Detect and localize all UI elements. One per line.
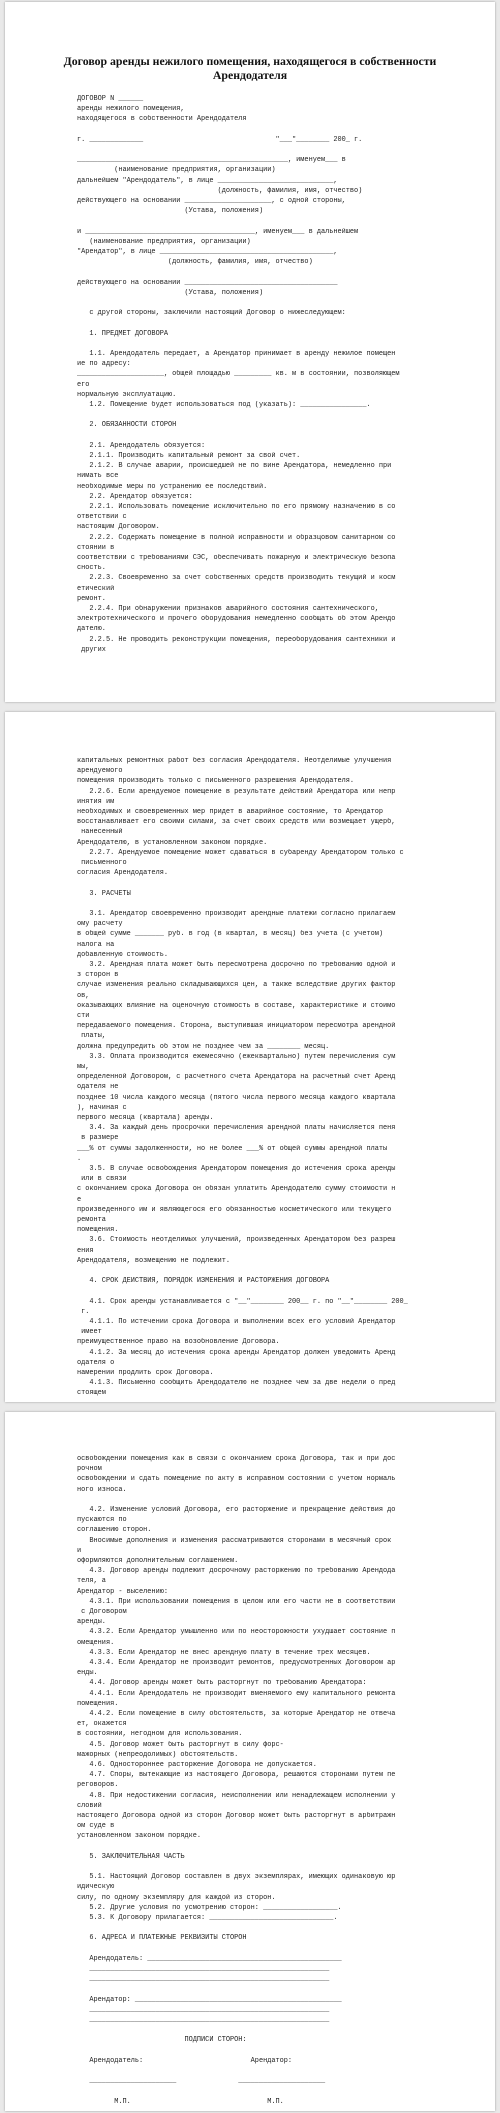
document-line: ремонта <box>77 1216 106 1224</box>
document-line: ет, окажется <box>77 1720 127 1729</box>
document-line: 2.2.1. Использовать помещение исключительно по его прямому назначению в со <box>77 503 396 511</box>
document-title: Договор аренды нежилого помещения, находящегося в собственности Арендодателя <box>63 54 437 82</box>
document-line: 2.1. Арендодатель обязуется: <box>77 441 206 450</box>
document-line: 2.2.6. Если арендуемое помещение в результате действий Арендатора или непр <box>77 787 396 796</box>
document-line: . <box>77 1154 82 1163</box>
document-line: освобождении и сдать помещение по акту в исправном состоянии с учетом нормаль <box>77 1475 396 1484</box>
document-line: 5.1. Настоящий Договор составлен в двух экземплярах, имеющих одинаковую юр <box>77 1873 396 1882</box>
document-line: __________________________________________________________ <box>77 2005 330 2014</box>
document-line: _____________________ _____________________ <box>77 2077 326 2086</box>
document-line: ов, <box>77 991 90 1000</box>
document-line: необходимые меры по устранению ее последствий. <box>77 482 268 491</box>
document-line: произведенного им и являющегося его обязанностью косметического или текущего <box>77 1205 392 1214</box>
document-line: 3.2. Арендная плата может быть пересмотрена досрочно по требованию одной и <box>77 961 396 969</box>
document-line: преимущественное право на возобновление Договора. <box>77 1338 280 1347</box>
document-line: должна предупредить об этом не позднее чем за ________ месяц. <box>77 1042 330 1051</box>
document-line: позднее 10 числа каждого месяца (пятого числа первого месяца каждого квартала <box>77 1093 396 1102</box>
page-3-text <box>5 1412 495 2111</box>
document-line: ___% от суммы задолженности, но не более ___% от общей суммы арендной платы <box>77 1144 388 1153</box>
document-line: (должность, фамилия, имя, отчество) <box>77 186 363 195</box>
document-line: помещения производить только с письменного разрешения Арендодателя. <box>77 777 355 786</box>
page-2-text <box>5 712 495 1402</box>
document-line: находящегося в собственности Арендодателя <box>77 115 247 124</box>
document-line: 2.1.1. Производить капитальный ремонт за свой счет. <box>77 452 301 460</box>
document-line: его <box>77 380 90 389</box>
document-line: 4.1.3. Письменно сообщить Арендодателю не позднее чем за две недели о пред <box>77 1379 396 1388</box>
document-line: дальнейшем "Арендодатель", в лице ____________________________, <box>77 176 338 185</box>
document-line: 3.5. В случае освобождения Арендатором помещения до истечения срока аренды <box>77 1165 396 1173</box>
document-line: 4.8. При недостижении согласия, неисполнении или ненадлежащем исполнении у <box>77 1791 396 1800</box>
document-line: _____________________, общей площадью _________ кв. м в состоянии, позволяющем <box>77 370 400 379</box>
document-line: теля, а <box>77 1577 106 1586</box>
document-line: капитальных ремонтных работ без согласия Арендодателя. Неотделимые улучшения <box>77 757 392 765</box>
document-line: (Устава, положения) <box>77 207 264 216</box>
document-line: 3.6. Стоимость неотделимых улучшений, произведенных Арендатором без разреш <box>77 1236 396 1245</box>
document-line: сти <box>77 1012 90 1020</box>
document-line: других <box>77 645 106 654</box>
document-line: 2.2.3. Своевременно за счет собственных средств производить текущий и косм <box>77 574 396 583</box>
document-line: Арендатор: __________________________________________________ <box>77 1995 342 2004</box>
document-line: электротехнического и прочего оборудования немедленно сообщать об этом Арендо <box>77 615 396 624</box>
document-line: налога на <box>77 940 115 949</box>
document-line: инятия им <box>77 797 115 806</box>
document-line: одателя о <box>77 1358 115 1367</box>
document-line: 5. ЗАКЛЮЧИТЕЛЬНАЯ ЧАСТЬ <box>77 1852 185 1861</box>
document-line: 2.2.7. Арендуемое помещение может сдаваться в субаренду Арендатором только с <box>77 848 404 857</box>
document-line: (должность, фамилия, имя, отчество) <box>77 258 313 267</box>
document-line: нанесенный <box>77 828 123 837</box>
document-line: действующего на основании _____________________________________ <box>77 278 338 287</box>
document-line: 4.3.4. Если Арендатор не производит ремонтов, предусмотренных Договором ар <box>77 1659 396 1667</box>
document-line: идическую <box>77 1883 115 1892</box>
document-line: __________________________________________________________ <box>77 1965 330 1973</box>
document-line: и <box>77 1546 82 1555</box>
document-line: добавленную стоимость. <box>77 950 168 959</box>
document-line: мы, <box>77 1063 90 1071</box>
document-line: намерении продлить срок Договора. <box>77 1369 214 1377</box>
document-line: 4.2. Изменение условий Договора, его расторжение и прекращение действия до <box>77 1506 396 1514</box>
document-line: арендуемого <box>77 767 123 776</box>
document-line: с окончанием срока Договора он обязан уплатить Арендодателю сумму стоимости н <box>77 1185 396 1194</box>
document-line: настоящим Договором. <box>77 523 160 532</box>
document-page-1 <box>5 2 495 702</box>
document-line: з сторон в <box>77 971 119 980</box>
document-line: 2.2. Арендатор обязуется: <box>77 492 193 501</box>
document-line: 1.1. Арендодатель передает, а Арендатор принимает в аренду нежилое помещен <box>77 350 396 358</box>
document-line: __________________________________________________________ <box>77 2016 330 2024</box>
document-line: 4. СРОК ДЕЙСТВИЯ, ПОРЯДОК ИЗМЕНЕНИЯ И РАСТОРЖЕНИЯ ДОГОВОРА <box>77 1277 330 1286</box>
document-line: 2.2.5. Не проводить реконструкции помещения, переоборудования сантехники и <box>77 635 396 644</box>
document-line: или в связи <box>77 1175 127 1184</box>
document-line: платы, <box>77 1032 106 1041</box>
document-line: 3.3. Оплата производится ежемесячно (ежеквартально) путем перечисления сум <box>77 1052 396 1061</box>
document-line: действующего на основании _____________________, с одной стороны, <box>77 197 346 205</box>
document-line: первого месяца (квартала) аренды. <box>77 1114 214 1122</box>
document-line: имеет <box>77 1328 102 1337</box>
document-line: ДОГОВОР N ______ <box>77 95 144 103</box>
document-line: 4.6. Одностороннее расторжение Договора не допускается. <box>77 1761 317 1769</box>
document-line: 5.3. К Договору прилагается: ______________________________. <box>77 1914 338 1922</box>
document-line: ом суде в <box>77 1822 115 1831</box>
document-line: реговоров. <box>77 1781 119 1790</box>
document-line: ие по адресу: <box>77 360 131 369</box>
document-line: ного износа. <box>77 1485 127 1494</box>
document-line: с Договором <box>77 1608 127 1616</box>
document-line: в состоянии, негодном для использования. <box>77 1730 243 1739</box>
document-line: 4.1. Срок аренды устанавливается с "__"________ 200__ г. по "__"________ 200_ <box>77 1297 408 1306</box>
document-line: 3.1. Арендатор своевременно производит арендные платежи согласно прилагаем <box>77 910 396 918</box>
document-line: (Устава, положения) <box>77 288 264 297</box>
document-line: нимать все <box>77 472 119 481</box>
document-line: словий <box>77 1801 102 1810</box>
document-line: нормальную эксплуатацию. <box>77 390 177 399</box>
document-line: и _________________________________________, именуем___ в дальнейшем <box>77 227 359 236</box>
document-line: ому расчету <box>77 920 123 929</box>
document-line: оказывающих влияние на оценочную стоимость в составе, характеристике и стоимо <box>77 1001 396 1010</box>
document-line: 5.2. Другие условия по усмотрению сторон: __________________. <box>77 1903 342 1912</box>
document-line: стоящем <box>77 1389 106 1398</box>
document-line: в размере <box>77 1134 119 1143</box>
document-line: ответствии с <box>77 513 127 522</box>
document-line: 3. РАСЧЕТЫ <box>77 889 131 898</box>
document-line: 4.3.1. При использовании помещения в целом или его части не в соответствии <box>77 1597 396 1606</box>
document-line: е <box>77 1195 82 1204</box>
document-page-3 <box>5 1412 495 2111</box>
document-line: Арендодатель: _______________________________________________ <box>77 1954 342 1963</box>
document-line: Арендодателя, возмещению не подлежит. <box>77 1256 230 1265</box>
document-line: письменного <box>77 859 127 867</box>
document-line: 4.4.2. Если помещение в силу обстоятельств, за которые Арендатор не отвеча <box>77 1710 396 1718</box>
document-line: 4.1.2. За месяц до истечения срока аренды Арендатор должен уведомить Аренд <box>77 1348 396 1357</box>
document-line: (наименование предприятия, организации) <box>77 237 251 246</box>
document-line: Арендодателю, в установленном законом порядке. <box>77 838 268 847</box>
document-line: г. <box>77 1307 90 1316</box>
document-line: с другой стороны, заключили настоящий Договор о нижеследующем: <box>77 309 346 318</box>
document-line: силу, по одному экземпляру для каждой из сторон. <box>77 1893 276 1902</box>
document-line: омещения. <box>77 1638 115 1647</box>
document-line: Вносимые дополнения и изменения рассматриваются сторонами в месячный срок <box>77 1536 392 1545</box>
document-line: мажорных (непреодолимых) обстоятельств. <box>77 1750 239 1759</box>
document-line: __________________________________________________________ <box>77 1975 330 1984</box>
document-line: ПОДПИСИ СТОРОН: <box>77 2036 247 2045</box>
document-line: етический <box>77 584 115 593</box>
document-line: пускаются по <box>77 1516 127 1525</box>
document-line: 2.2.2. Содержать помещение в полной исправности и образцовом санитарном со <box>77 533 396 542</box>
document-line: Арендодатель: Арендатор: <box>77 2056 293 2065</box>
document-line: восстанавливает его своими силами, за счет своих средств или возмещает ущерб, <box>77 818 396 827</box>
document-page-2 <box>5 712 495 1402</box>
document-line: соответствии с требованиями СЭС, обеспечивать пожарную и электрическую безопа <box>77 554 396 562</box>
document-line: согласия Арендодателя. <box>77 869 168 878</box>
document-line: 3.4. За каждый день просрочки перечисления арендной платы начисляется пеня <box>77 1124 396 1133</box>
document-line: установленном законом порядке. <box>77 1832 202 1841</box>
document-line: 4.7. Споры, вытекающие из настоящего Договора, решаются сторонами путем пе <box>77 1771 396 1780</box>
document-line: сность. <box>77 564 106 573</box>
document-line: оформляются дополнительным соглашением. <box>77 1557 239 1565</box>
document-line: 2.1.2. В случае аварии, происшедшей не по вине Арендатора, немедленно при <box>77 462 392 471</box>
document-line: соглашению сторон. <box>77 1526 152 1535</box>
document-line: 4.3. Договор аренды подлежит досрочному расторжению по требованию Арендода <box>77 1567 396 1576</box>
document-line: случае изменения реально складывающихся цен, а также вследствие других фактор <box>77 981 396 990</box>
document-line: настоящего Договора одной из сторон Договор может быть расторгнут в арбитражн <box>77 1812 396 1820</box>
document-line: необходимых и своевременных мер придет в аварийное состояние, то Арендатор <box>77 808 383 816</box>
document-line: 4.3.3. Если Арендатор не внес арендную плату в течение трех месяцев. <box>77 1648 371 1657</box>
document-line: аренды. <box>77 1618 106 1627</box>
document-line: освобождении помещения как в связи с окончанием срока Договора, так и при дос <box>77 1455 396 1463</box>
document-line: в общей сумме _______ руб. в год (в квартал, в месяц) без учета (с учетом) <box>77 930 383 939</box>
document-line: ), начиная с <box>77 1103 127 1112</box>
document-line: аренды нежилого помещения, <box>77 105 185 114</box>
document-line: ения <box>77 1246 94 1255</box>
document-line: 4.4.1. Если Арендодатель не производит вменяемого ему капитального ремонта <box>77 1689 396 1698</box>
document-line: 4.3.2. Если Арендатор умышленно или по неосторожности ухудшает состояние п <box>77 1628 396 1637</box>
document-line: рочном <box>77 1465 102 1474</box>
document-line: 2.2.4. При обнаружении признаков аварийного состояния сантехнического, <box>77 605 379 613</box>
document-line: 4.4. Договор аренды может быть расторгнут по требованию Арендатора: <box>77 1679 367 1688</box>
document-line: 4.1.1. По истечении срока Договора и выполнении всех его условий Арендатор <box>77 1318 396 1326</box>
document-line: ремонт. <box>77 594 106 603</box>
document-line: определенной Договором, с расчетного счета Арендатора на расчетный счет Аренд <box>77 1073 396 1082</box>
document-line: г. _____________ "___"________ 200_ г. <box>77 135 363 144</box>
document-line: помещения. <box>77 1699 119 1708</box>
document-line: дателю. <box>77 625 106 634</box>
document-line: помещения. <box>77 1226 119 1235</box>
document-line: стоянии в <box>77 543 115 552</box>
document-line: 1. ПРЕДМЕТ ДОГОВОРА <box>77 329 168 338</box>
document-line: "Арендатор", в лице __________________________________________, <box>77 248 338 256</box>
document-line: ___________________________________________________, именуем___ в <box>77 156 346 165</box>
document-line: 2. ОБЯЗАННОСТИ СТОРОН <box>77 421 177 430</box>
document-line: енды. <box>77 1669 98 1678</box>
document-line: 4.5. Договор может быть расторгнут в силу форс- <box>77 1740 284 1749</box>
document-line: одателя не <box>77 1083 119 1092</box>
document-line: передаваемого помещения. Сторона, выступившая инициатором пересмотра арендной <box>77 1022 396 1031</box>
document-line: 1.2. Помещение будет использоваться под (указать): ________________. <box>77 401 371 409</box>
page-1-text <box>5 2 495 702</box>
document-line: 6. АДРЕСА И ПЛАТЕЖНЫЕ РЕКВИЗИТЫ СТОРОН <box>77 1934 247 1943</box>
document-line: Арендатор - выселению: <box>77 1587 168 1596</box>
document-line: М.П. М.П. <box>77 2097 284 2106</box>
document-line: (наименование предприятия, организации) <box>77 166 276 175</box>
